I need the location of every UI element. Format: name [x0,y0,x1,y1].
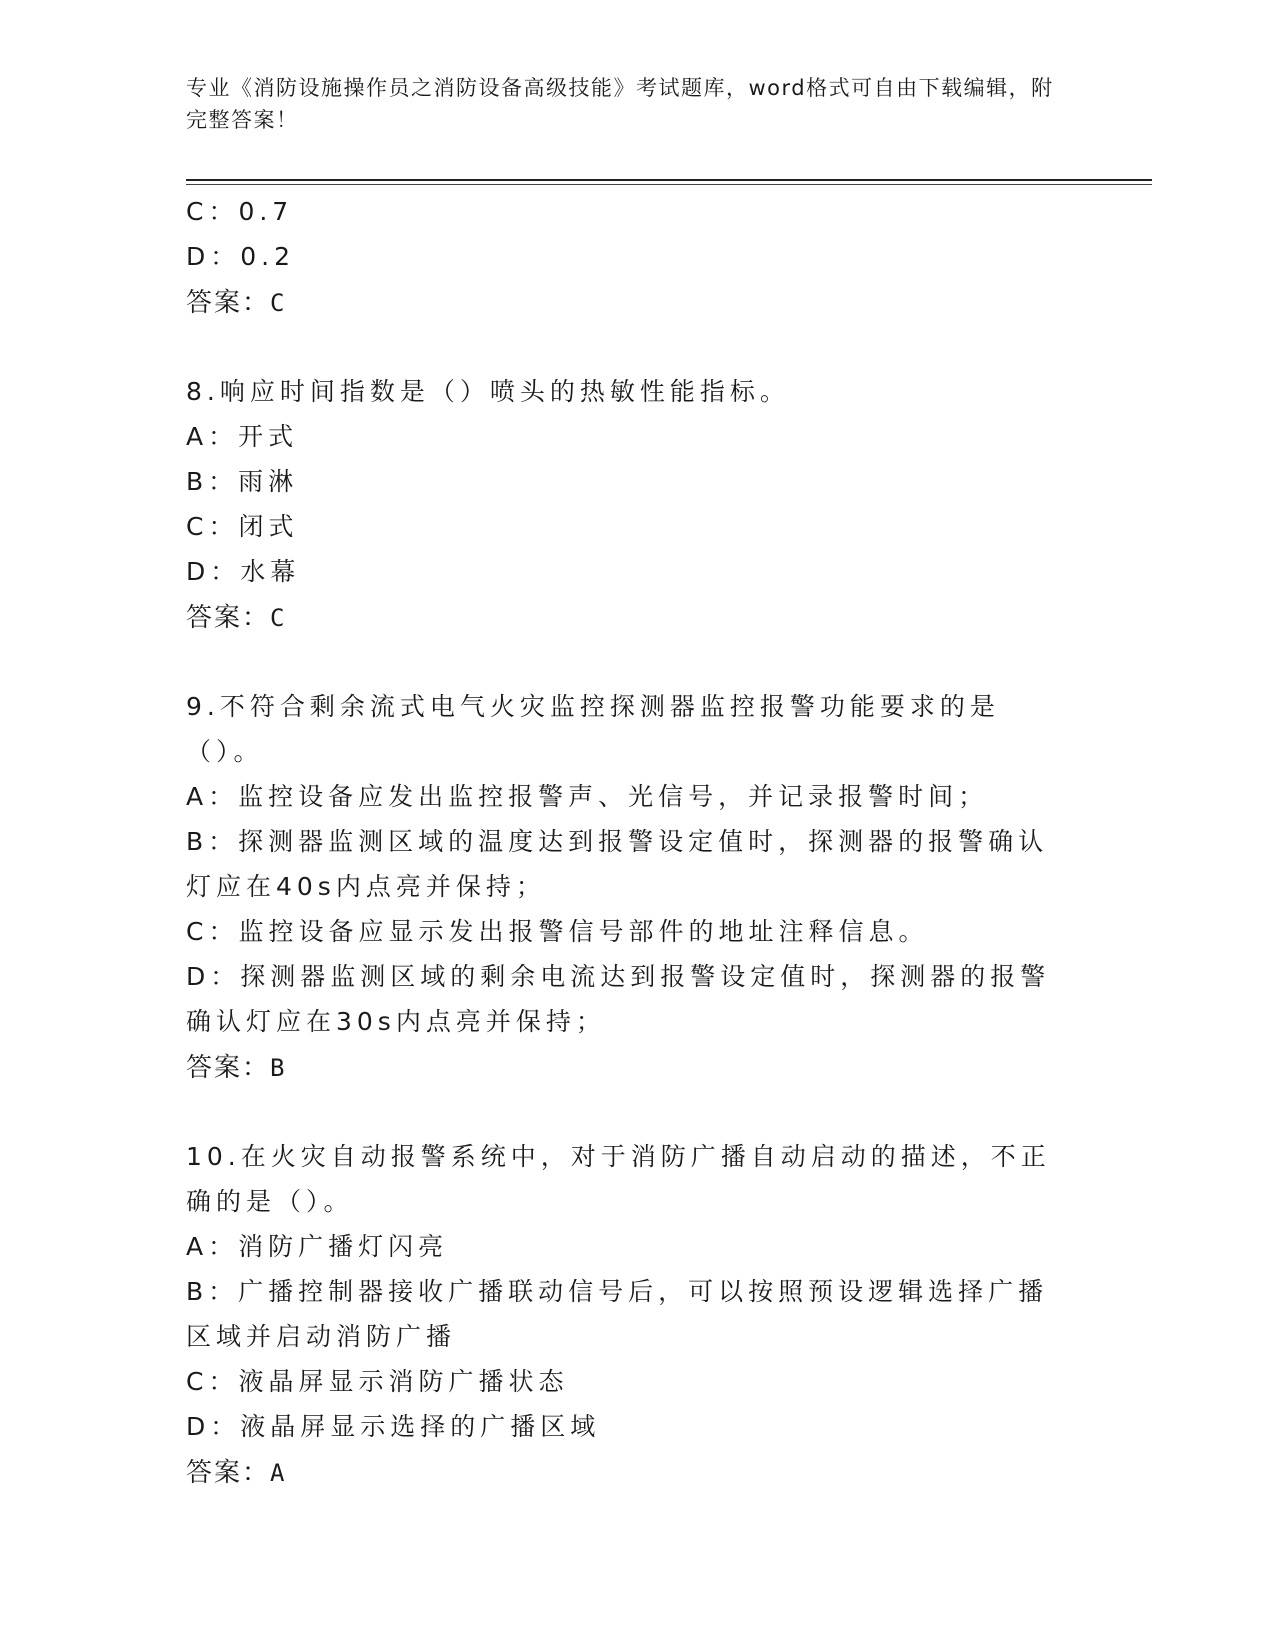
option-c: C：监控设备应显示发出报警信号部件的地址注释信息。 [186,917,929,946]
answer-line [186,1449,1076,1497]
header-rule-thin [186,184,1152,185]
option-b: B：探测器监测区域的温度达到报警设定值时，探测器的报警确认灯应在40s内点亮并保持； [186,827,1049,901]
option-d: D：水幕 [186,557,301,586]
answer-value: C [270,289,287,317]
question-text: 10.在火灾自动报警系统中，对于消防广播自动启动的描述，不正确的是（）。 [186,1142,1051,1216]
answer-label: 答案： [186,1458,271,1488]
question-text: 9.不符合剩余流式电气火灾监控探测器监控报警功能要求的是（）。 [186,692,1000,766]
answer-value: B [270,1054,287,1082]
answer-label: 答案： [186,1053,271,1083]
answer-label: 答案： [186,603,271,633]
question-9 [186,684,1076,1092]
answer-line [186,1044,1076,1092]
question-8 [186,369,1076,642]
carryover-block [186,189,1076,327]
option-c: C：0.7 [186,197,294,226]
answer-line [186,279,1076,327]
option-a: A：消防广播灯闪亮 [186,1232,449,1261]
option-d: D：探测器监测区域的剩余电流达到报警设定值时，探测器的报警确认灯应在30s内点亮并保持； [186,962,1051,1036]
header-rule-thick [186,179,1152,181]
option-b: B：广播控制器接收广播联动信号后，可以按照预设逻辑选择广播区域并启动消防广播 [186,1277,1049,1351]
option-d: D：0.2 [186,242,296,271]
answer-value: A [270,1459,287,1487]
question-10 [186,1134,1076,1497]
answer-label: 答案： [186,288,271,318]
option-b: B：雨淋 [186,467,299,496]
option-a: A：监控设备应发出监控报警声、光信号，并记录报警时间； [186,782,989,811]
question-content [186,189,1076,1497]
option-c: C：液晶屏显示消防广播状态 [186,1367,569,1396]
option-c: C：闭式 [186,512,299,541]
option-d: D：液晶屏显示选择的广播区域 [186,1412,601,1441]
answer-value: C [270,604,287,632]
page-header: 专业《消防设施操作员之消防设备高级技能》考试题库，word格式可自由下载编辑，附完整答案！ [186,76,1054,132]
question-text: 8.响应时间指数是（）喷头的热敏性能指标。 [186,377,790,406]
option-a: A：开式 [186,422,299,451]
answer-line [186,594,1076,642]
